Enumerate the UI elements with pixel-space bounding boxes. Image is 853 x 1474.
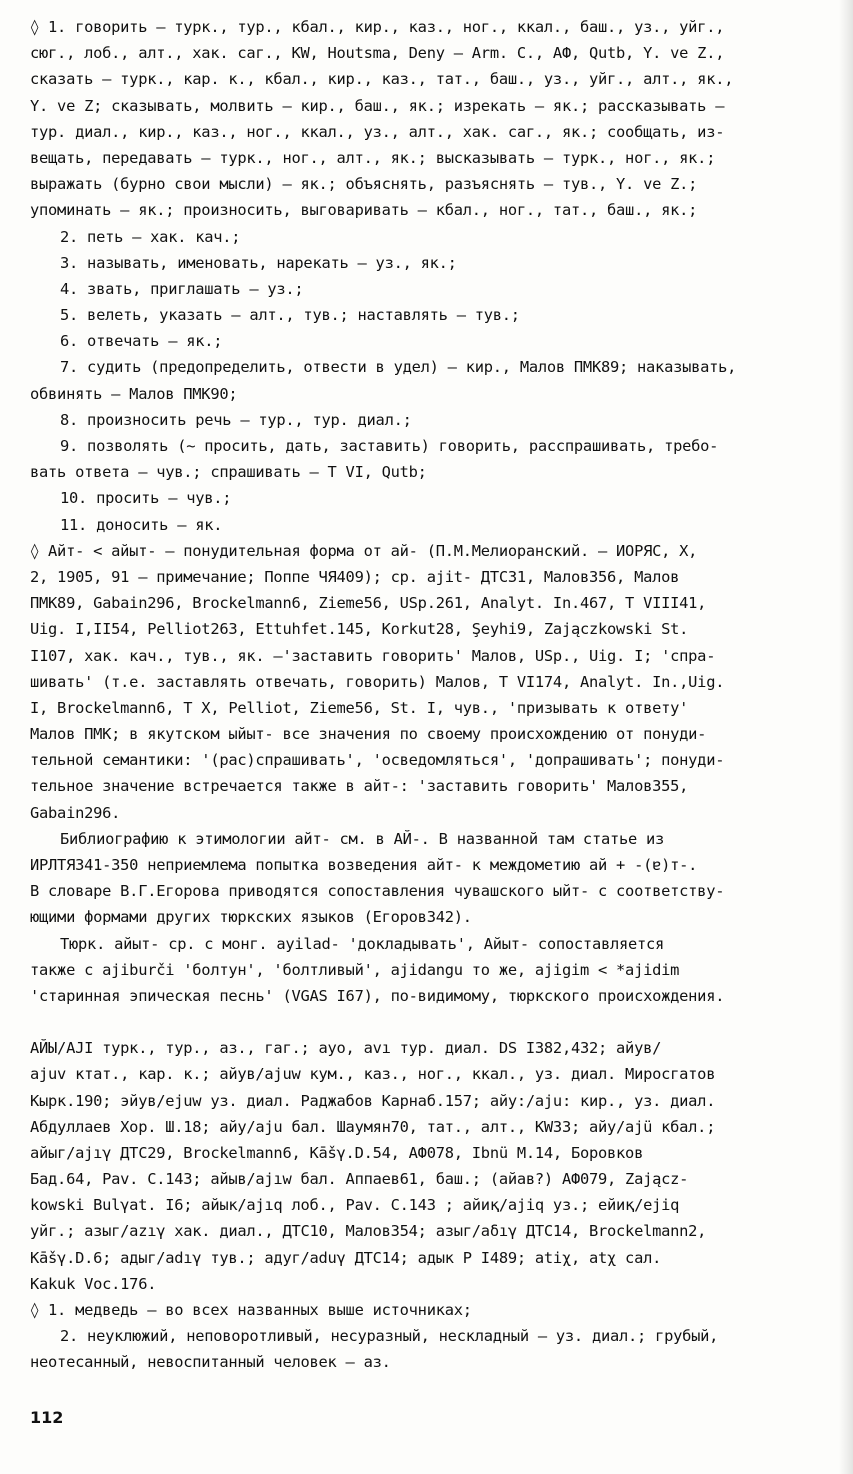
text-line: 6. отвечать – як.;	[60, 332, 223, 351]
text-line: АЙЫ/AJI турк., тур., аз., гаг.; ayo, avı тур. диал. DS I382,432; айув/	[30, 1039, 662, 1058]
text-line: выражать (бурно свои мысли) – як.; объяснять, разъяснять – тув., Y. ve Z.;	[30, 175, 698, 194]
text-line: тельной семантики: '(рас)спрашивать', 'осведомляться', 'допрашивать'; понуди-	[30, 751, 725, 770]
text-line: I107, хак. кач., тув., як. –'заставить говорить' Малов, USp., Uig. I; 'спра-	[30, 646, 716, 665]
text-line: Тюрк. айыт- ср. с монг. ayilad- 'докладывать', Айыт- сопоставляется	[60, 934, 665, 953]
entry-separator	[30, 1009, 843, 1035]
text-line: В словаре В.Г.Егорова приводятся сопоставления чувашского ыйт- с соответству-	[30, 882, 725, 901]
entry-ayy-bear	[30, 1035, 843, 1375]
text-line: 2. петь – хак. кач.;	[60, 227, 241, 246]
text-line: вещать, передавать – турк., ног., алт., як.; высказывать – турк., ног., як.;	[30, 148, 716, 167]
text-line: I, Brockelmann6, T X, Pelliot, Zieme56, St. I, чув., 'призывать к ответу'	[30, 698, 689, 717]
text-line: неотесанный, невоспитанный человек – аз.	[30, 1353, 391, 1372]
text-line: ющими формами других тюркских языков (Егоров342).	[30, 908, 472, 927]
text-line: Uig. I,II54, Pelliot263, Ettuhfet.145, Korkut28, Şeyhi9, Zajączkowski St.	[30, 620, 689, 639]
text-line: ПМК89, Gabain296, Brockelmann6, Zieme56, USp.261, Analyt. In.467, T VIII41,	[30, 594, 707, 613]
text-line: обвинять – Малов ПМК90;	[30, 384, 238, 403]
text-line: вать ответа – чув.; спрашивать – Т VI, Qutb;	[30, 463, 427, 482]
text-line: ИРЛТЯ341-350 неприемлема попытка возведения айт- к междометию ай + -(ɐ)т-.	[30, 856, 698, 874]
text-line: Gabain296.	[30, 803, 121, 822]
text-line: ajuv ктат., кар. к.; айув/ajuw кум., каз., ног., ккал., уз. диал. Миросгатов	[30, 1065, 716, 1084]
text-line: уйг.; азыг/azıγ хак. диал., ДТС10, Малов354; азыг/aδıγ ДТС14, Brockelmann2,	[30, 1222, 707, 1241]
text-line: 11. доносить – як.	[60, 515, 223, 534]
text-line: kowski Bulγat. I6; айык/ajıq лоб., Pav. C.143 ; айиқ/ajiq уз.; ейиқ/ejiq	[30, 1196, 680, 1215]
text-line: тельное значение встречается также в айт-: 'заставить говорить' Малов355,	[30, 777, 689, 796]
text-line: 10. просить – чув.;	[60, 489, 232, 508]
text-line: Кырк.190; эйув/ejuw уз. диал. Раджабов Карнаб.157; айу:/aju: кир., уз. диал.	[30, 1091, 716, 1110]
text-line: Kāšγ.D.6; адыг/adıγ тув.; адуг/aduγ ДТС14; адык P I489; atiχ, atχ сал.	[30, 1248, 662, 1267]
text-line: Малов ПМК; в якутском ыйыт- все значения по своему происхождению от понуди-	[30, 725, 707, 744]
text-line: сказать – турк., кар. к., кбал., кир., каз., тат., баш., уз., уйг., алт., як.,	[30, 70, 734, 89]
text-line: Kakuk Voc.176.	[30, 1274, 157, 1293]
text-line: шивать' (т.е. заставлять отвечать, говорить) Малов, T VI174, Analyt. In.,Uig.	[30, 672, 725, 691]
text-line: Библиографию к этимологии айт- см. в АЙ-. В названной там статье из	[60, 829, 665, 848]
text-line: тур. диал., кир., каз., ног., ккал., уз., алт., хак. саг., як.; сообщать, из-	[30, 122, 725, 141]
text-line: Абдуллаев Хор. Ш.18; айу/aju бал. Шаумян70, тат., алт., KW33; айу/ajü кбал.;	[30, 1117, 716, 1136]
entry-ayt-etymology	[30, 538, 843, 1009]
text-line: Бад.64, Pav. C.143; айыв/ajıw бал. Аппаев61, баш.; (айав?) АФ079, Zającz-	[30, 1170, 689, 1189]
text-line: 2. неуклюжий, неповоротливый, несуразный, нескладный – уз. диал.; грубый,	[60, 1327, 719, 1346]
text-line: 5. велеть, указать – алт., тув.; наставлять – тув.;	[60, 306, 520, 325]
text-line: 3. называть, именовать, нарекать – уз., як.;	[60, 253, 457, 272]
text-line: 7. судить (предопределить, отвести в удел) – кир., Малов ПМК89; наказывать,	[60, 358, 737, 377]
text-line: 8. произносить речь – тур., тур. диал.;	[60, 410, 412, 429]
text-line: 4. звать, приглашать – уз.;	[60, 279, 304, 298]
text-line: 2, 1905, 91 – примечание; Поппе ЧЯ409); ср. ajit- ДТС31, Малов356, Малов	[30, 567, 680, 586]
text-line: упоминать – як.; произносить, выговаривать – кбал., ног., тат., баш., як.;	[30, 201, 698, 220]
text-line: также с ajiburči 'болтун', 'болтливый', ajidangu то же, ajigim < *ajidim	[30, 960, 680, 979]
text-line: ◊ 1. говорить – турк., тур., кбал., кир., каз., ног., ккал., баш., уз., уйг.,	[30, 18, 725, 36]
text-line: 'старинная эпическая песнь' (VGAS I67), по-видимому, тюркского происхождения.	[30, 986, 725, 1005]
text-line: сюг., лоб., алт., хак. саг., KW, Houtsma, Deny – Arm. C., АФ, Qutb, Y. ve Z.,	[30, 44, 725, 63]
text-line: айыг/ajıγ ДТС29, Brockelmann6, Kāšγ.D.54, АФ078, Ibnü M.14, Боровков	[30, 1143, 644, 1162]
text-line: ◊ 1. медведь – во всех названных выше источниках;	[30, 1301, 472, 1319]
page-edge-shadow	[839, 0, 853, 1474]
page-number: 112	[30, 1408, 64, 1427]
entry-ay-senses	[30, 14, 843, 538]
text-line: 9. позволять (~ просить, дать, заставить) говорить, расспрашивать, требо-	[60, 437, 719, 455]
text-line: ◊ Айт- < айыт- – понудительная форма от ай- (П.М.Мелиоранский. – ИОРЯС, X,	[30, 541, 698, 560]
text-line: Y. ve Z; сказывать, молвить – кир., баш., як.; изрекать – як.; рассказывать –	[30, 96, 725, 115]
